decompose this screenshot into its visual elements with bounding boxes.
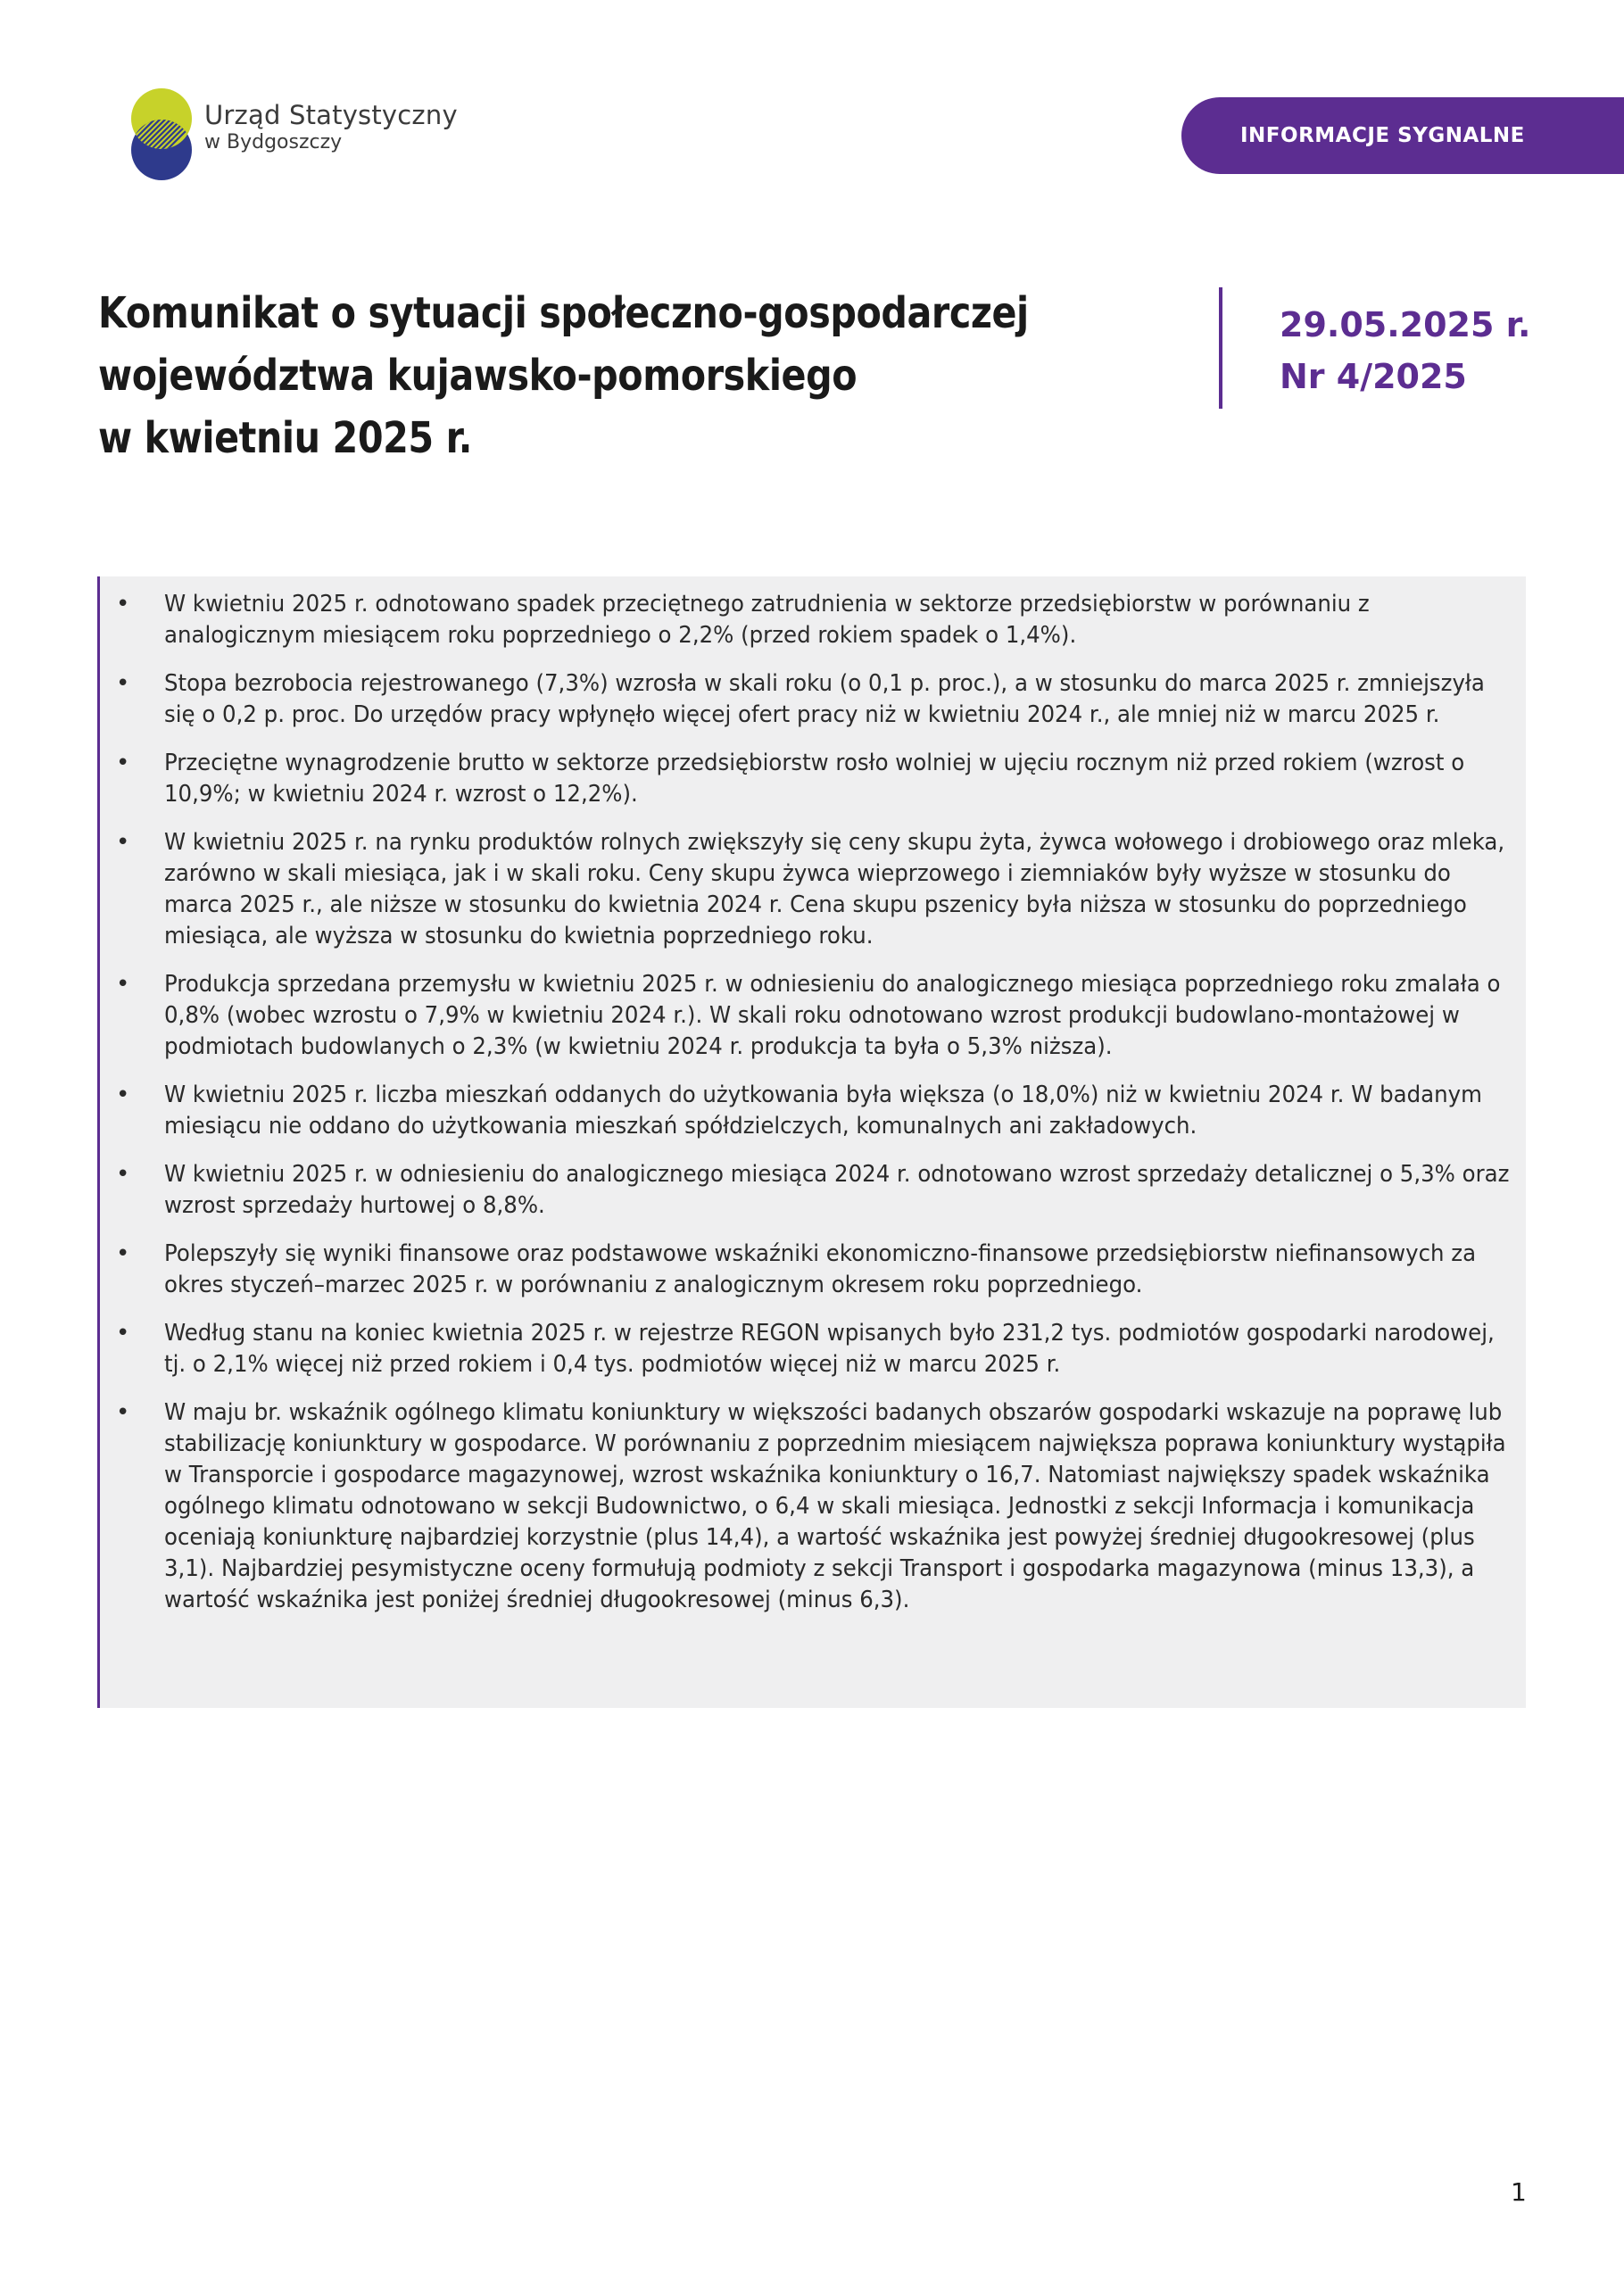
summary-item (100, 1397, 1526, 1616)
summary-item (100, 589, 1526, 651)
summary-item (100, 668, 1526, 731)
summary-item (100, 748, 1526, 810)
institution-logo (128, 87, 502, 186)
summary-item-text: Polepszyły się wyniki finansowe oraz podstawowe wskaźniki ekonomiczno-finansowe przedsiębiorstw niefinansowych za okres styczeń–marzec 2025 r. w porównaniu z analogicznym okresem roku poprzedniego. (164, 1240, 1477, 1298)
summary-item (100, 1318, 1526, 1380)
bullet-icon: • (116, 750, 130, 776)
document-title (98, 282, 1029, 469)
title-line: Komunikat o sytuacji społeczno-gospodarczej (98, 288, 1029, 338)
summary-item-text: Przeciętne wynagrodzenie brutto w sektorze przedsiębiorstw rosło wolniej w ujęciu rocznym niż przed rokiem (wzrost o 10,9%; w kwietniu 2024 r. wzrost o 12,2%). (164, 750, 1465, 808)
logo-institution-city: w Bydgoszczy (204, 131, 343, 153)
summary-item (100, 1239, 1526, 1301)
title-line: województwa kujawsko-pomorskiego (98, 351, 858, 401)
logo-circles-icon (128, 87, 195, 182)
bullet-icon: • (116, 1399, 130, 1426)
summary-item-text: Według stanu na koniec kwietnia 2025 r. w rejestrze REGON wpisanych było 231,2 tys. podmiotów gospodarki narodowej, tj. o 2,1% więcej niż przed rokiem i 0,4 tys. podmiotów więcej niż w marcu 2025 r. (164, 1320, 1495, 1378)
summary-list (100, 589, 1526, 1633)
publication-meta (1280, 299, 1530, 402)
summary-item-text: W kwietniu 2025 r. w odniesieniu do analogicznego miesiąca 2024 r. odnotowano wzrost sprzedaży detalicznej o 5,3% oraz wzrost sprzedaży hurtowej o 8,8%. (164, 1161, 1510, 1219)
publication-type-badge: INFORMACJE SYGNALNE (1181, 97, 1624, 174)
title-line: w kwietniu 2025 r. (98, 413, 472, 463)
bullet-icon: • (116, 829, 130, 856)
title-divider (1219, 287, 1222, 409)
summary-item-text: Stopa bezrobocia rejestrowanego (7,3%) wzrosła w skali roku (o 0,1 p. proc.), a w stosunku do marca 2025 r. zmniejszyła się o 0,2 p. proc. Do urzędów pracy wpłynęło więcej ofert pracy niż w kwietniu 2024 r., ale mniej niż w marcu 2025 r. (164, 670, 1485, 728)
summary-item-text: W kwietniu 2025 r. liczba mieszkań oddanych do użytkowania była większa (o 18,0%) niż w kwietniu 2024 r. W badanym miesiącu nie oddano do użytkowania mieszkań spółdzielczych, komunalnych ani zakładowych. (164, 1082, 1482, 1140)
summary-item-text: W kwietniu 2025 r. na rynku produktów rolnych zwiększyły się ceny skupu żyta, żywca wołowego i drobiowego oraz mleka, zarówno w skali miesiąca, jak i w skali roku. Ceny skupu żywca wieprzowego i ziemniaków były wyższe w stosunku do marca 2025 r., ale niższe w stosunku do kwietnia 2024 r. Cena skupu pszenicy była niższa w stosunku do poprzedniego miesiąca, ale wyższa w stosunku do kwietnia poprzedniego roku. (164, 829, 1505, 949)
summary-item-text: Produkcja sprzedana przemysłu w kwietniu 2025 r. w odniesieniu do analogicznego miesiąca poprzedniego roku zmalała o 0,8% (wobec wzrostu o 7,9% w kwietniu 2024 r.). W skali roku odnotowano wzrost produkcji budowlano-montażowej w podmiotach budowlanych o 2,3% (w kwietniu 2024 r. produkcja ta była o 5,3% niższa). (164, 971, 1501, 1060)
bullet-icon: • (116, 1161, 130, 1188)
summary-item (100, 1080, 1526, 1142)
bullet-icon: • (116, 1082, 130, 1108)
bullet-icon: • (116, 1320, 130, 1347)
summary-item-text: W kwietniu 2025 r. odnotowano spadek przeciętnego zatrudnienia w sektorze przedsiębiorstw w porównaniu z analogicznym miesiącem roku poprzedniego o 2,2% (przed rokiem spadek o 1,4%). (164, 591, 1370, 649)
bullet-icon: • (116, 591, 130, 618)
publication-number: Nr 4/2025 (1280, 357, 1467, 396)
summary-item (100, 1159, 1526, 1222)
bullet-icon: • (116, 971, 130, 998)
summary-box (97, 576, 1526, 1708)
logo-institution-name: Urząd Statystyczny (204, 100, 458, 130)
summary-item (100, 827, 1526, 952)
bullet-icon: • (116, 1240, 130, 1267)
page-number: 1 (1511, 2177, 1527, 2207)
summary-item-text: W maju br. wskaźnik ogólnego klimatu koniunktury w większości badanych obszarów gospodarki wskazuje na poprawę lub stabilizację koniunktury w gospodarce. W porównaniu z poprzednim miesiącem największa poprawa koniunktury wystąpiła w Transporcie i gospodarce magazynowej, wzrost wskaźnika koniunktury o 16,7. Natomiast największy spadek wskaźnika ogólnego klimatu odnotowano w sekcji Budownictwo, o 6,4 w skali miesiąca. Jednostki z sekcji Informacja i komunikacja oceniają koniunkturę najbardziej korzystnie (plus 14,4), a wartość wskaźnika jest powyżej średniej długookresowej (plus 3,1). Najbardziej pesymistyczne oceny formułują podmioty z sekcji Transport i gospodarka magazynowa (minus 13,3), a wartość wskaźnika jest poniżej średniej długookresowej (minus 6,3). (164, 1399, 1506, 1613)
bullet-icon: • (116, 670, 130, 697)
summary-item (100, 969, 1526, 1063)
publication-date: 29.05.2025 r. (1280, 305, 1531, 344)
